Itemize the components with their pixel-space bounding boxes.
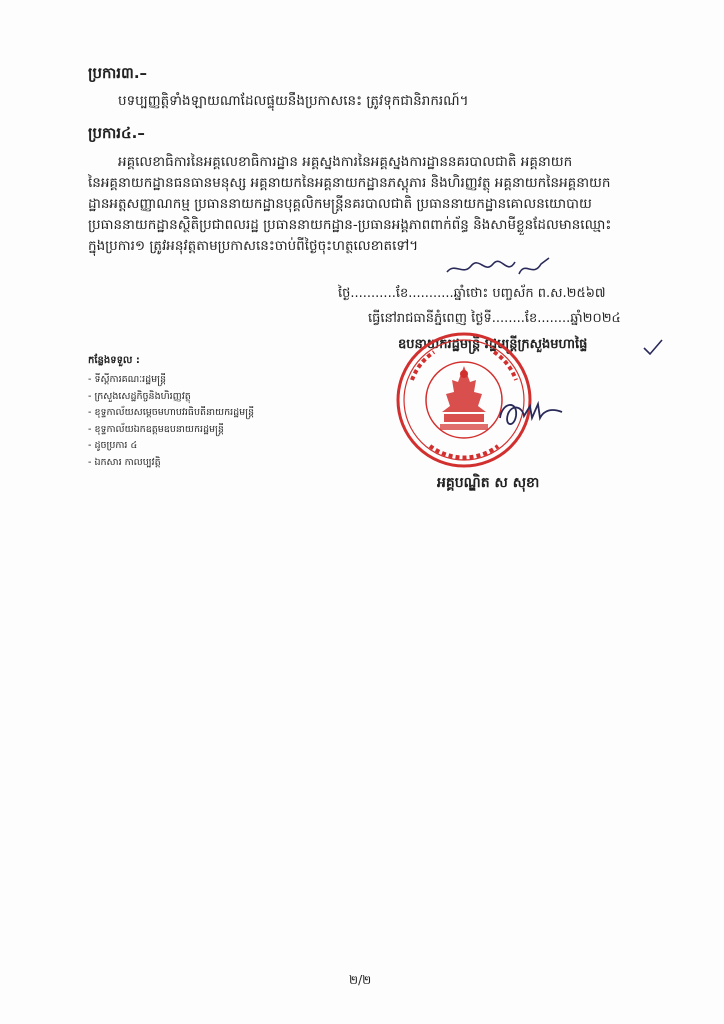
handwritten-signature xyxy=(496,392,566,436)
recipient-item: - ខុទ្ទកាល័យឯកឧត្តមឧបនាយករដ្ឋមន្ត្រី xyxy=(88,423,224,435)
signer-name: អគ្គបណ្ឌិត ស សុខា xyxy=(437,475,540,491)
lunar-date-line: ថ្ងៃ...........ខែ...........ឆ្នាំថោះ បញ្ចស័ក ព.ស.២៥៦៧ xyxy=(338,286,606,301)
article-4-heading: ប្រការ៤.– xyxy=(88,124,145,142)
handwritten-date-scribble xyxy=(445,254,555,280)
recipient-item: - ទីស្តីការគណៈរដ្ឋមន្ត្រី xyxy=(88,374,167,385)
recipients-list xyxy=(88,372,254,471)
article-4-text xyxy=(88,152,648,257)
checkmark-icon xyxy=(642,338,664,356)
signer-title: ឧបនាយករដ្ឋមន្ត្រី រដ្ឋមន្ត្រីក្រសួងមហាផ្ទៃ xyxy=(398,337,588,352)
recipient-item: - ក្រសួងសេដ្ឋកិច្ចនិងហិរញ្ញវត្ថុ xyxy=(88,390,191,402)
article-4-line: អគ្គលេខាធិការនៃអគ្គលេខាធិការដ្ឋាន អគ្គស្នងការនៃអគ្គស្នងការដ្ឋាននគរបាលជាតិ អគ្គនាយក xyxy=(118,154,573,170)
solar-date-line: ធ្វើនៅរាជធានីភ្នំពេញ ថ្ងៃទី........ខែ........ឆ្នាំ២០២៤ xyxy=(368,311,621,326)
article-4-line: ក្នុងប្រការ១ ត្រូវអនុវត្តតាមប្រកាសនេះចាប់ពីថ្ងៃចុះហត្ថលេខាតទៅ។ xyxy=(88,238,419,254)
recipient-item: - ខុទ្ទកាល័យសម្តេចមហាបវរធិបតីនាយករដ្ឋមន្ត្រី xyxy=(88,407,255,418)
page-number: ២/២ xyxy=(349,973,372,987)
article-4-line: ប្រធាននាយកដ្ឋានស្ថិតិប្រជាពលរដ្ឋ ប្រធាននាយកដ្ឋាន-ប្រធានអង្គភាពពាក់ព័ន្ធ និងសាមីខ្លួនដែលមានឈ្មោះ xyxy=(88,217,612,233)
article-3-text: បទប្បញ្ញត្តិទាំងឡាយណាដែលផ្ទុយនឹងប្រកាសនេះ ត្រូវទុកជានិរាករណ៍។ xyxy=(118,93,469,109)
recipient-item: - ឯកសារ កាលប្បវត្តិ xyxy=(88,456,161,468)
article-3-heading: ប្រការ៣.– xyxy=(88,64,148,82)
recipient-item: - ដូចប្រការ ៤ xyxy=(88,440,138,451)
article-4-line: នៃអគ្គនាយកដ្ឋានធនធានមនុស្ស អគ្គនាយកនៃអគ្គនាយកដ្ឋានភស្តុភារ និងហិរញ្ញវត្ថុ អគ្គនាយកនៃអគ្គនាយក xyxy=(88,175,611,191)
article-4-line: ដ្ឋានអត្តសញ្ញាណកម្ម ប្រធាននាយកដ្ឋានបុគ្គលិកមន្ត្រីនគរបាលជាតិ ប្រធាននាយកដ្ឋានគោលនយោបាយ xyxy=(88,196,592,212)
recipients-title: កន្លែងទទួល : xyxy=(88,355,140,366)
